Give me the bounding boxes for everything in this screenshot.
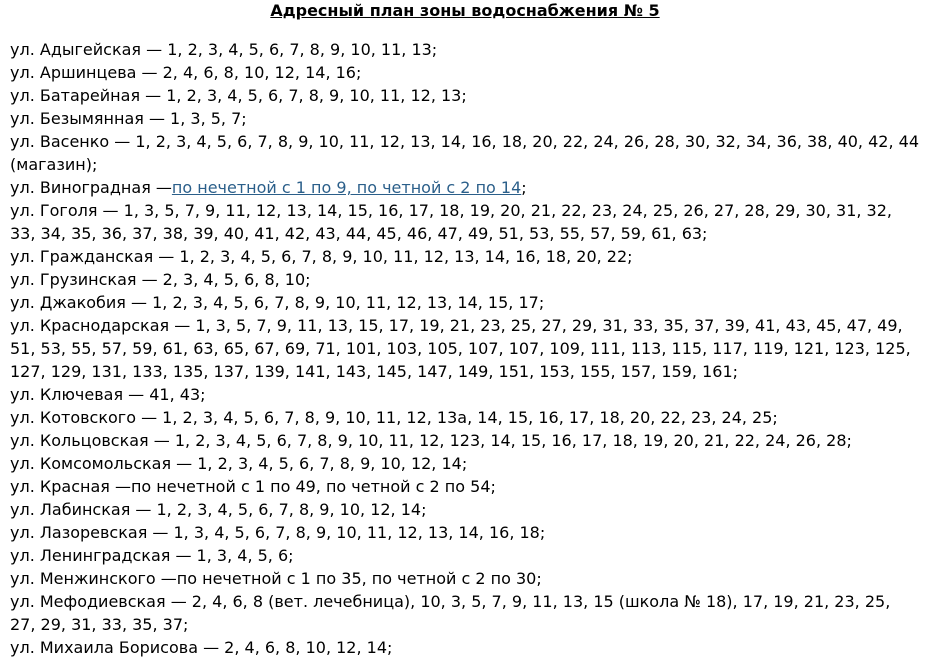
list-item: ул. Ключевая — 41, 43;	[10, 385, 206, 404]
list-item: ул. Гражданская — 1, 2, 3, 4, 5, 6, 7, 8, 9, 10, 11, 12, 13, 14, 16, 18, 20, 22;	[10, 247, 633, 266]
list-item: ул. Васенко — 1, 2, 3, 4, 5, 6, 7, 8, 9, 10, 11, 12, 13, 14, 16, 18, 20, 22, 24, 26, 28, 30, 32, 34, 36, 38, 40, 42, 44 (магазин);	[10, 132, 919, 174]
list-item: ул. Менжинского —по нечетной с 1 по 35, по четной с 2 по 30;	[10, 569, 542, 588]
list-item: ул. Краснодарская — 1, 3, 5, 7, 9, 11, 13, 15, 17, 19, 21, 23, 25, 27, 29, 31, 33, 35, 37, 39, 41, 43, 45, 47, 49, 51, 53, 55, 57, 59, 61, 63, 65, 67, 69, 71, 101, 103, 105, 107, 107, 109, 111, 113, 115, 117, 119, 121, 123, 125, 127, 129, 131, 133, 135, 137, 139, 141, 143, 145, 147, 149, 151, 153, 155, 157, 159, 161;	[10, 316, 911, 381]
address-list	[10, 38, 920, 659]
list-item: ул. Мефодиевская — 2, 4, 6, 8 (вет. лечебница), 10, 3, 5, 7, 9, 11, 13, 15 (школа № 18), 17, 19, 21, 23, 25, 27, 29, 31, 33, 35, 37;	[10, 592, 891, 634]
street-suffix: ;	[521, 178, 527, 197]
list-item: ул. Грузинская — 2, 3, 4, 5, 6, 8, 10;	[10, 270, 311, 289]
list-item: ул. Батарейная — 1, 2, 3, 4, 5, 6, 7, 8, 9, 10, 11, 12, 13;	[10, 86, 467, 105]
list-item: ул. Красная —по нечетной с 1 по 49, по четной с 2 по 54;	[10, 477, 496, 496]
list-item: ул. Лабинская — 1, 2, 3, 4, 5, 6, 7, 8, 9, 10, 12, 14;	[10, 500, 427, 519]
page-title: Адресный план зоны водоснабжения № 5	[270, 1, 660, 20]
document-page	[10, 0, 920, 659]
list-item: ул. Котовского — 1, 2, 3, 4, 5, 6, 7, 8, 9, 10, 11, 12, 13а, 14, 15, 16, 17, 18, 20, 22, 23, 24, 25;	[10, 408, 778, 427]
list-item: ул. Комсомольская — 1, 2, 3, 4, 5, 6, 7, 8, 9, 10, 12, 14;	[10, 454, 468, 473]
list-item: ул. Михаила Борисова — 2, 4, 6, 8, 10, 12, 14;	[10, 638, 393, 657]
list-item: ул. Гоголя — 1, 3, 5, 7, 9, 11, 12, 13, 14, 15, 16, 17, 18, 19, 20, 21, 22, 23, 24, 25, 26, 27, 28, 29, 30, 31, 32, 33, 34, 35, 36, 37, 38, 39, 40, 41, 42, 43, 44, 45, 46, 47, 49, 51, 53, 55, 57, 59, 61, 63;	[10, 201, 892, 243]
list-item	[10, 176, 920, 199]
list-item: ул. Аршинцева — 2, 4, 6, 8, 10, 12, 14, 16;	[10, 63, 362, 82]
vinogradnaya-link[interactable]: по нечетной с 1 по 9, по четной с 2 по 14	[171, 178, 522, 197]
list-item: ул. Безымянная — 1, 3, 5, 7;	[10, 109, 247, 128]
list-item: ул. Лазоревская — 1, 3, 4, 5, 6, 7, 8, 9, 10, 11, 12, 13, 14, 16, 18;	[10, 523, 546, 542]
list-item: ул. Кольцовская — 1, 2, 3, 4, 5, 6, 7, 8, 9, 10, 11, 12, 123, 14, 15, 16, 17, 18, 19, 20, 21, 22, 24, 26, 28;	[10, 431, 852, 450]
list-item: ул. Джакобия — 1, 2, 3, 4, 5, 6, 7, 8, 9, 10, 11, 12, 13, 14, 15, 17;	[10, 293, 545, 312]
list-item: ул. Адыгейская — 1, 2, 3, 4, 5, 6, 7, 8, 9, 10, 11, 13;	[10, 40, 438, 59]
street-prefix: ул. Виноградная —	[10, 178, 172, 197]
list-item: ул. Ленинградская — 1, 3, 4, 5, 6;	[10, 546, 294, 565]
